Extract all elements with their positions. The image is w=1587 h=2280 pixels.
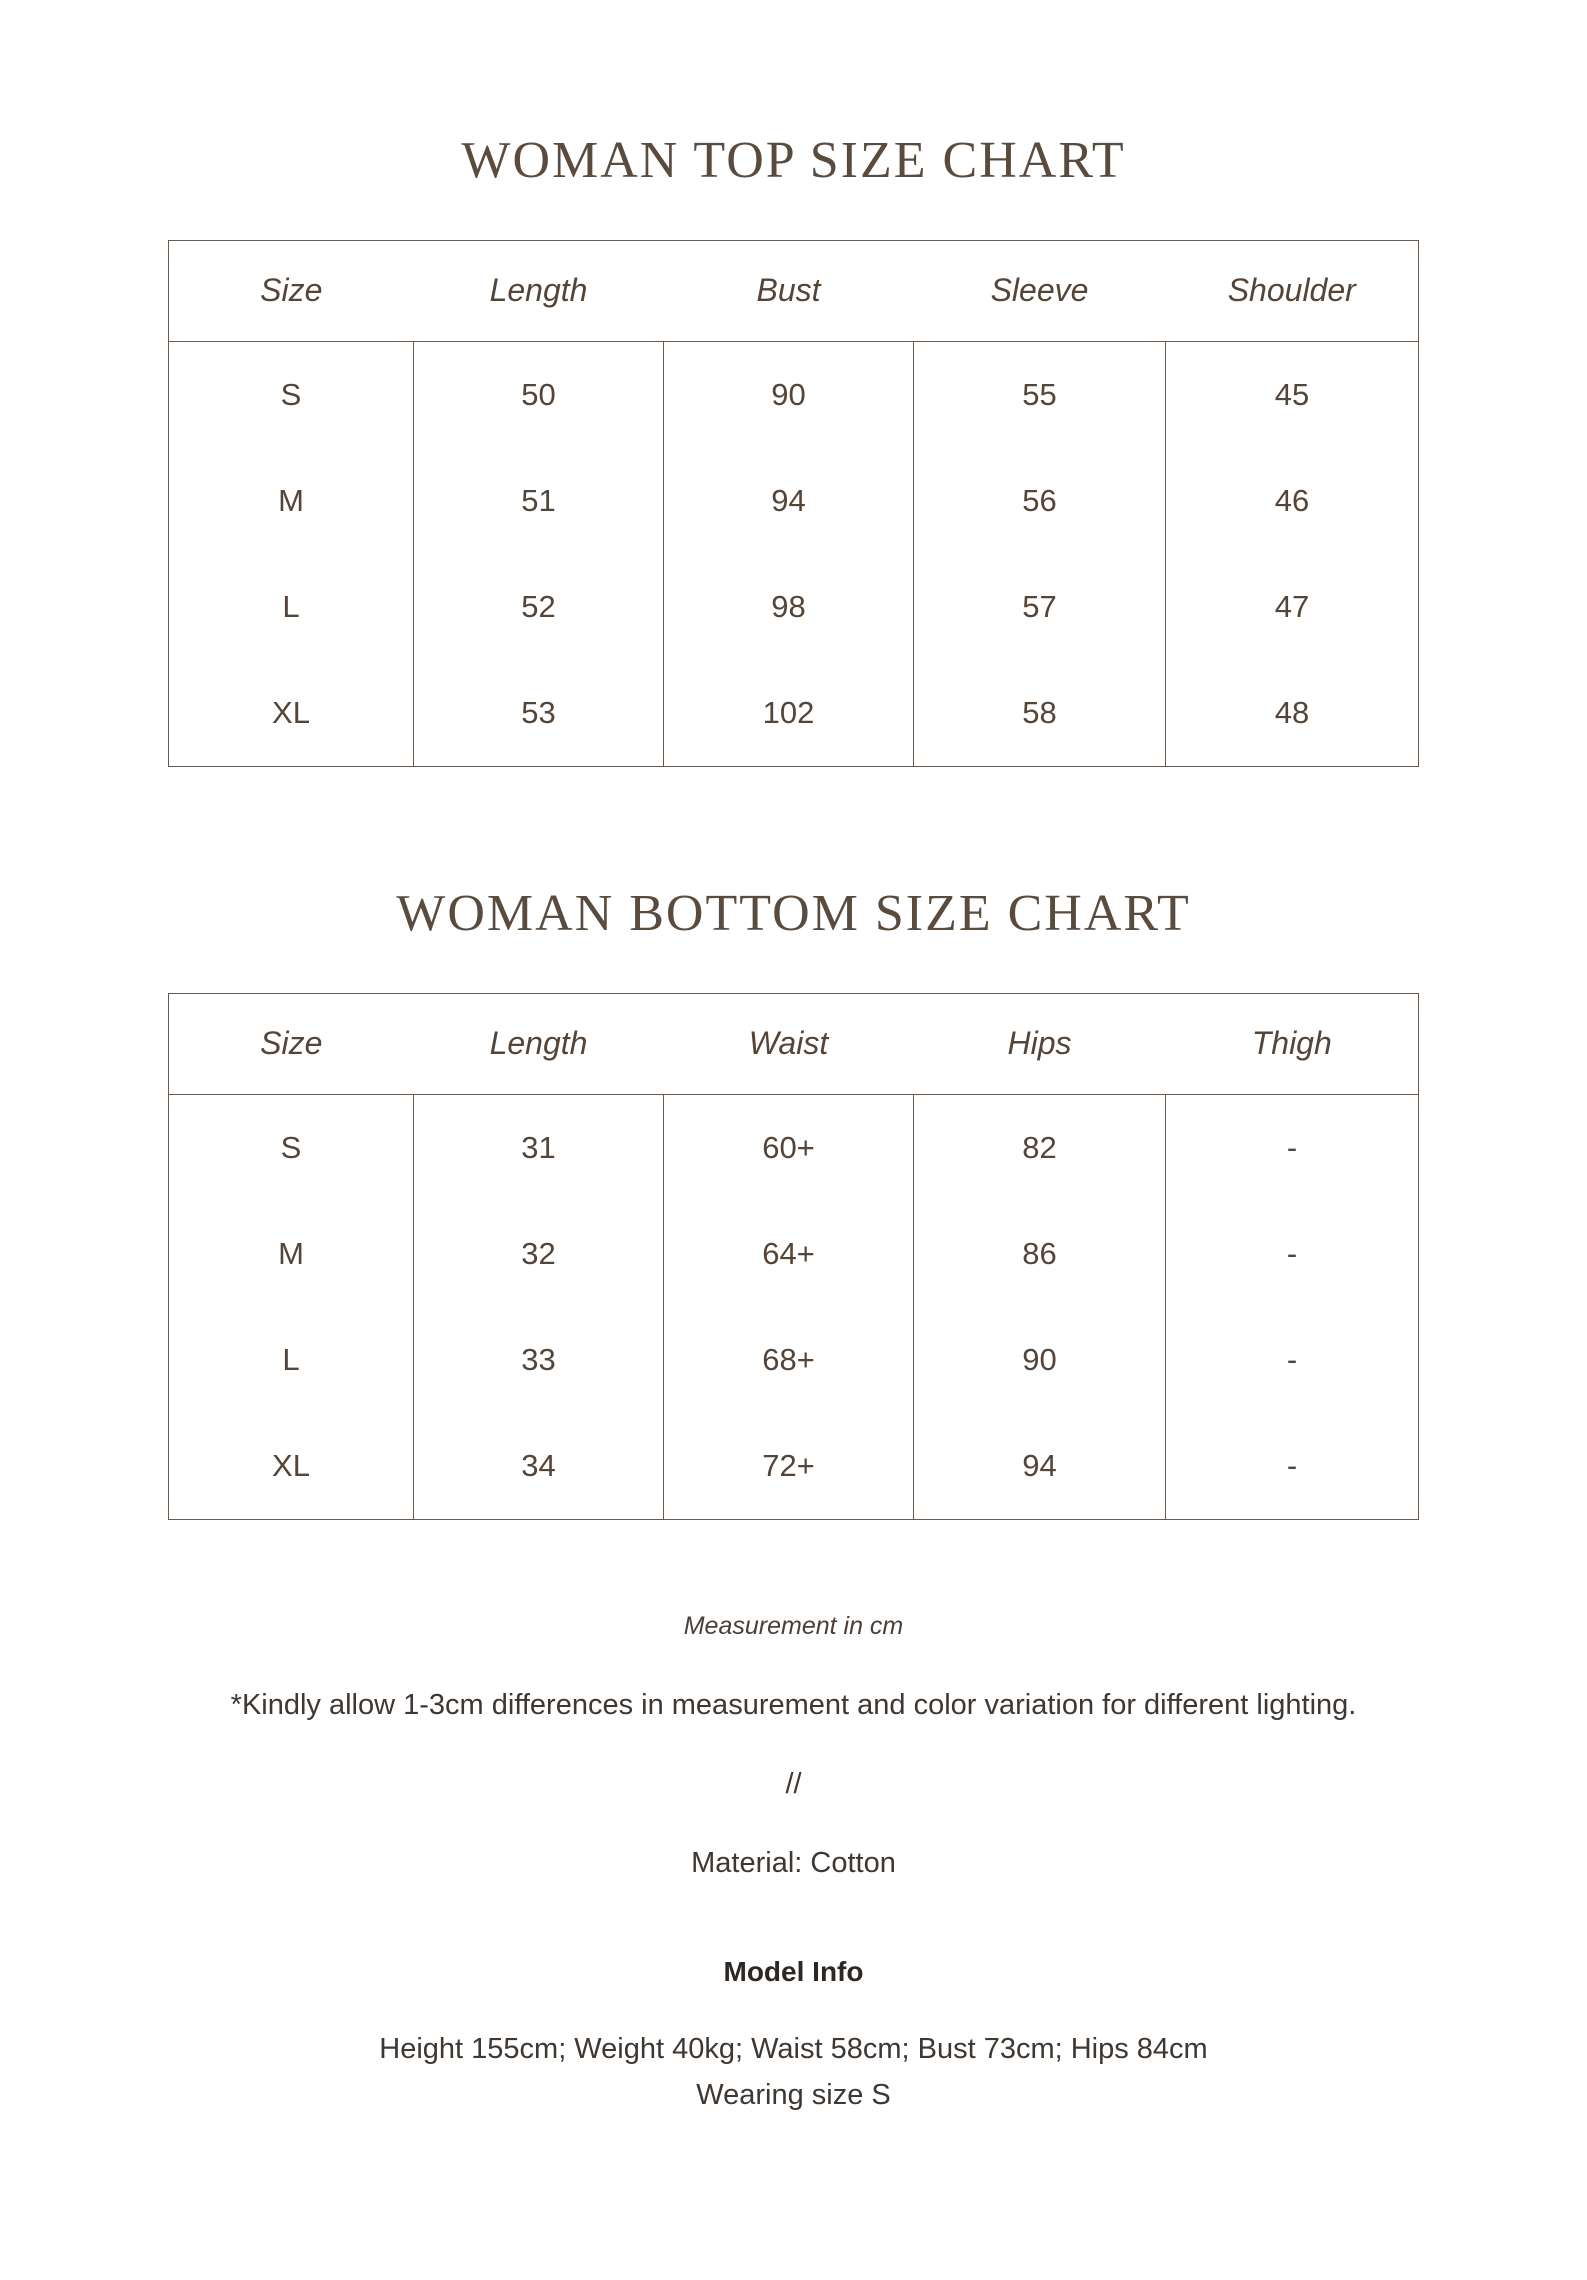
- table-row: [169, 554, 1419, 660]
- top-size-table: [168, 240, 1419, 767]
- cell-size: S: [280, 1129, 302, 1165]
- cell-waist: 60+: [664, 1094, 914, 1201]
- cell-waist: 72+: [664, 1413, 914, 1520]
- model-info-stats: Height 155cm; Weight 40kg; Waist 58cm; Bust 73cm; Hips 84cm: [379, 2032, 1208, 2065]
- cell-thigh: -: [1166, 1201, 1419, 1307]
- cell-bust: 90: [664, 341, 914, 448]
- column-header-size: Size: [169, 993, 414, 1094]
- cell-waist: 68+: [664, 1307, 914, 1413]
- table-row: [169, 660, 1419, 767]
- table-header-row: [169, 240, 1419, 341]
- cell-size: XL: [272, 1447, 310, 1483]
- cell-length: 33: [414, 1307, 664, 1413]
- notes-section: [160, 1612, 1427, 2116]
- cell-sleeve: 57: [914, 554, 1166, 660]
- column-header-shoulder: Shoulder: [1166, 240, 1419, 341]
- table-row: [169, 1413, 1419, 1520]
- cell-hips: 86: [914, 1201, 1166, 1307]
- table-row: [169, 1094, 1419, 1201]
- cell-shoulder: 48: [1166, 660, 1419, 767]
- cell-length: 31: [414, 1094, 664, 1201]
- bottom-size-table: [168, 993, 1419, 1520]
- size-chart-page: [0, 35, 1587, 2280]
- cell-thigh: -: [1166, 1094, 1419, 1201]
- cell-size: M: [278, 482, 304, 518]
- cell-hips: 94: [914, 1413, 1166, 1520]
- cell-length: 50: [414, 341, 664, 448]
- column-header-hips: Hips: [914, 993, 1166, 1094]
- model-info-heading: Model Info: [723, 1955, 864, 1987]
- column-header-waist: Waist: [664, 993, 914, 1094]
- top-chart-title: WOMAN TOP SIZE CHART: [461, 131, 1126, 189]
- separator-note: //: [785, 1767, 802, 1800]
- column-header-bust: Bust: [664, 240, 914, 341]
- table-row: [169, 448, 1419, 554]
- table-row: [169, 1307, 1419, 1413]
- cell-sleeve: 58: [914, 660, 1166, 767]
- column-header-length: Length: [414, 240, 664, 341]
- cell-sleeve: 55: [914, 341, 1166, 448]
- material-note: Material: Cotton: [691, 1846, 896, 1879]
- cell-size: L: [282, 1341, 300, 1377]
- cell-hips: 90: [914, 1307, 1166, 1413]
- cell-length: 32: [414, 1201, 664, 1307]
- cell-bust: 98: [664, 554, 914, 660]
- cell-size: XL: [272, 694, 310, 730]
- cell-size: L: [282, 588, 300, 624]
- cell-shoulder: 45: [1166, 341, 1419, 448]
- cell-size: S: [280, 376, 302, 412]
- cell-waist: 64+: [664, 1201, 914, 1307]
- table-row: [169, 341, 1419, 448]
- model-info-wearing: Wearing size S: [696, 2078, 891, 2111]
- cell-thigh: -: [1166, 1413, 1419, 1520]
- bottom-chart-title: WOMAN BOTTOM SIZE CHART: [396, 884, 1191, 942]
- cell-length: 51: [414, 448, 664, 554]
- cell-length: 52: [414, 554, 664, 660]
- column-header-length: Length: [414, 993, 664, 1094]
- table-header-row: [169, 993, 1419, 1094]
- column-header-thigh: Thigh: [1166, 993, 1419, 1094]
- cell-sleeve: 56: [914, 448, 1166, 554]
- cell-shoulder: 46: [1166, 448, 1419, 554]
- column-header-sleeve: Sleeve: [914, 240, 1166, 341]
- cell-length: 53: [414, 660, 664, 767]
- cell-bust: 102: [664, 660, 914, 767]
- cell-shoulder: 47: [1166, 554, 1419, 660]
- cell-thigh: -: [1166, 1307, 1419, 1413]
- disclaimer-note: *Kindly allow 1-3cm differences in measurement and color variation for different lighting.: [230, 1688, 1357, 1721]
- table-row: [169, 1201, 1419, 1307]
- cell-length: 34: [414, 1413, 664, 1520]
- cell-size: M: [278, 1235, 304, 1271]
- cell-bust: 94: [664, 448, 914, 554]
- cell-hips: 82: [914, 1094, 1166, 1201]
- column-header-size: Size: [169, 240, 414, 341]
- measurement-note: Measurement in cm: [683, 1611, 904, 1640]
